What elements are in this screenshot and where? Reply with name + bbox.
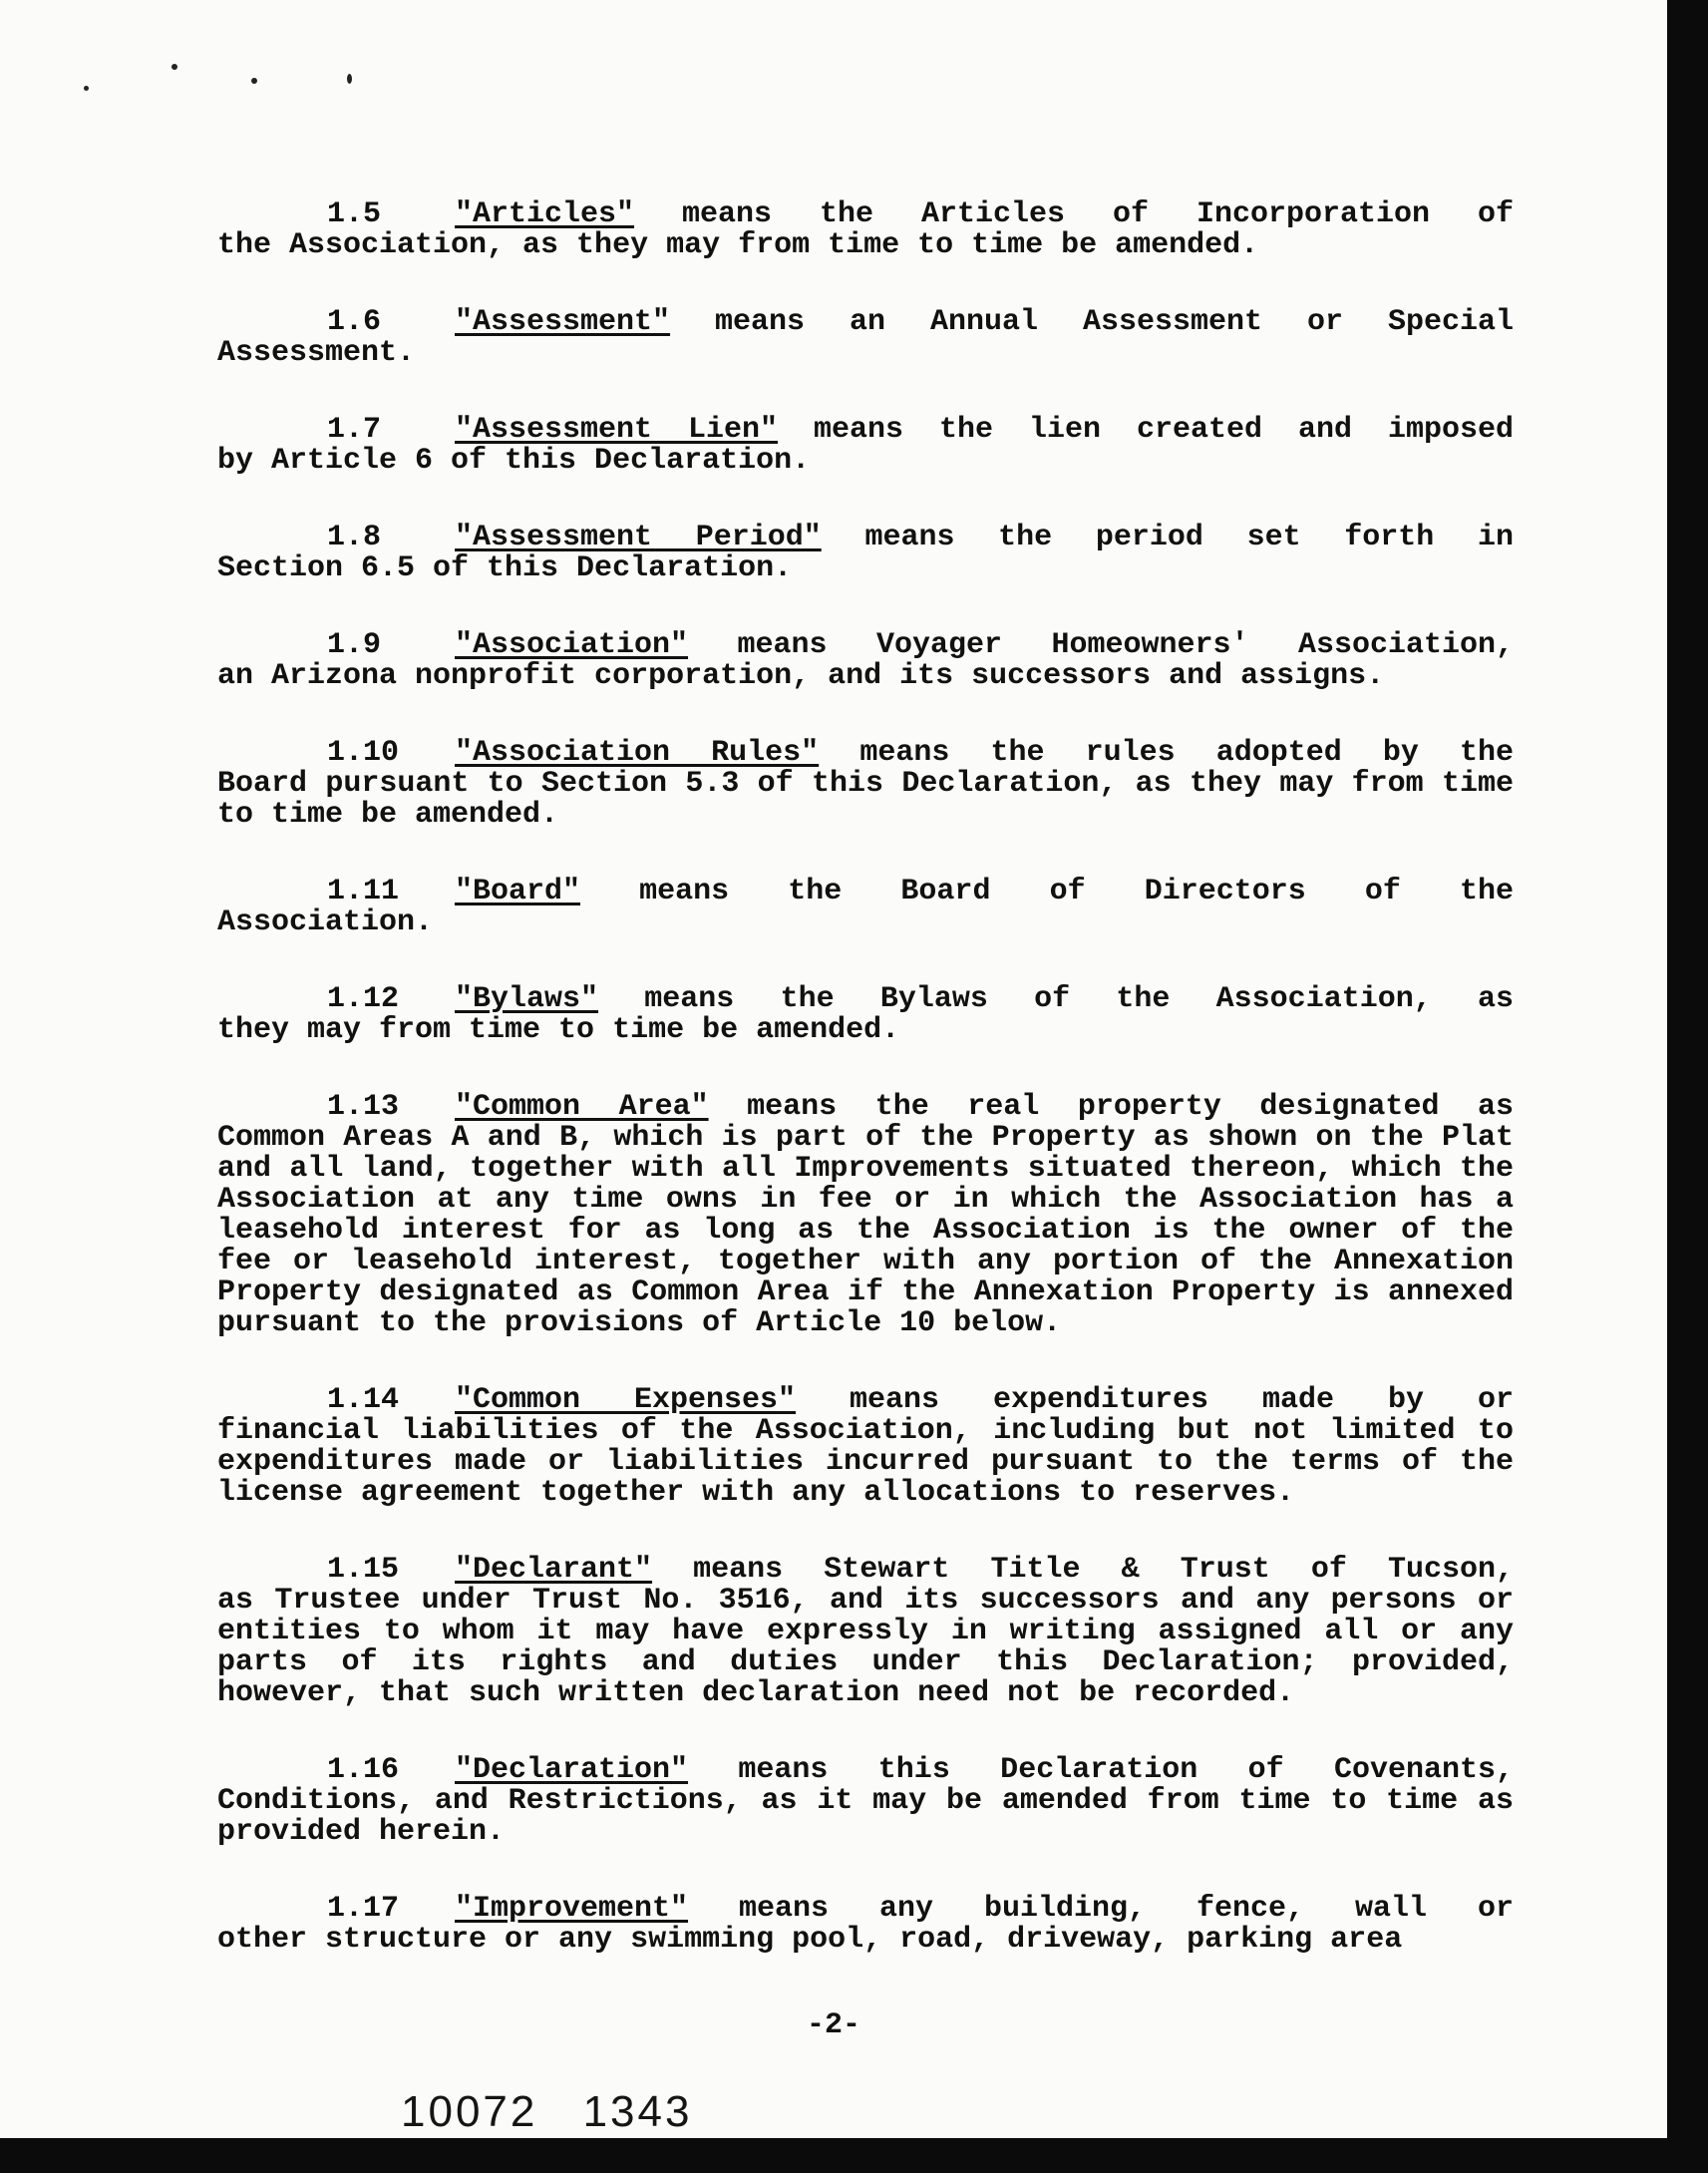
definition-paragraph [217, 1385, 1514, 1509]
definition-paragraph [217, 1092, 1514, 1339]
definition-term: "Assessment Period" [455, 521, 822, 554]
definition-body-text: other structure or any swimming pool, road, driveway, parking area [217, 1923, 1403, 1957]
definition-number: 1.17 [327, 1892, 400, 1926]
definition-number: 1.6 [327, 305, 382, 339]
definition-first-line [217, 738, 1514, 769]
definition-first-line [217, 1385, 1514, 1416]
definitions-section [217, 199, 1514, 2001]
definition-paragraph [217, 738, 1514, 831]
definition-first-line [217, 877, 1514, 907]
definition-paragraph [217, 523, 1514, 584]
scan-speck [251, 78, 257, 84]
definition-body-text: Board pursuant to Section 5.3 of this Declaration, as they may from time to time be amended. [217, 767, 1514, 832]
definition-body-text: Common Areas A and B, which is part of the Property as shown on the Plat and all land, together with all Improvements situated thereon, which the Association at any time owns in fee or in which the Association has a leasehold interest for as long as the Association is the owner of the fee or leasehold interest, together with any portion of the Annexation Property designated as Common Area if the Annexation Property is annexed pursuant to the provisions of Article 10 below. [217, 1121, 1514, 1340]
definition-first-line [217, 199, 1514, 230]
definition-lead-text: means the rules adopted by the [859, 736, 1514, 770]
scan-speck [171, 64, 177, 70]
docket-number: 10072 1343 [401, 2087, 693, 2136]
definition-number: 1.13 [327, 1090, 400, 1124]
definition-lead-text: means this Declaration of Covenants, [738, 1753, 1514, 1787]
definition-first-line [217, 984, 1514, 1015]
definition-lead-text: means the Articles of Incorporation of [682, 197, 1514, 231]
definition-number: 1.8 [327, 521, 382, 554]
definition-body-text: Section 6.5 of this Declaration. [217, 551, 793, 585]
definition-body-text: Association. [217, 905, 434, 939]
definition-body-text: they may from time to time be amended. [217, 1013, 900, 1047]
definition-first-line [217, 1894, 1514, 1925]
definition-paragraph [217, 307, 1514, 369]
definition-lead-text: means an Annual Assessment or Special [715, 305, 1514, 339]
definition-number: 1.11 [327, 875, 400, 908]
definition-number: 1.16 [327, 1753, 400, 1787]
definition-number: 1.14 [327, 1383, 400, 1417]
definition-lead-text: means Stewart Title & Trust of Tucson, [693, 1553, 1514, 1587]
definition-paragraph [217, 877, 1514, 938]
definition-body-text: an Arizona nonprofit corporation, and its successors and assigns. [217, 659, 1385, 693]
definition-number: 1.5 [327, 197, 382, 231]
definition-number: 1.9 [327, 628, 382, 662]
definition-term: "Board" [455, 875, 581, 908]
definition-body-text: by Article 6 of this Declaration. [217, 444, 811, 478]
definition-lead-text: means the real property designated as [747, 1090, 1514, 1124]
scan-speck [347, 74, 352, 84]
definition-lead-text: means the lien created and imposed [814, 413, 1514, 447]
definition-term: "Assessment Lien" [455, 413, 779, 447]
definition-first-line [217, 1555, 1514, 1586]
scan-border-right [1667, 0, 1708, 2173]
definition-term: "Bylaws" [455, 982, 599, 1016]
scan-speck [84, 86, 89, 91]
definition-first-line [217, 523, 1514, 553]
definition-lead-text: means the Board of Directors of the [639, 875, 1514, 908]
definition-term: "Common Area" [455, 1090, 709, 1124]
definition-body-text: Conditions, and Restrictions, as it may be amended from time to time as provided herein. [217, 1784, 1514, 1849]
definition-lead-text: means the period set forth in [864, 521, 1514, 554]
definition-first-line [217, 630, 1514, 661]
definition-first-line [217, 307, 1514, 338]
definition-body-text: the Association, as they may from time to time be amended. [217, 228, 1259, 262]
definition-number: 1.7 [327, 413, 382, 447]
definition-paragraph [217, 1894, 1514, 1956]
definition-paragraph [217, 415, 1514, 477]
scan-border-bottom [0, 2138, 1708, 2173]
definition-first-line [217, 1092, 1514, 1123]
definition-body-text: financial liabilities of the Association, including but not limited to expenditures made or liabilities incurred pursuant to the terms of the license agreement together with any allocations to reserves. [217, 1414, 1514, 1510]
definition-number: 1.12 [327, 982, 400, 1016]
definition-term: "Association Rules" [455, 736, 820, 770]
definition-number: 1.15 [327, 1553, 400, 1587]
definition-term: "Declaration" [455, 1753, 689, 1787]
definition-paragraph [217, 630, 1514, 692]
definition-term: "Declarant" [455, 1553, 653, 1587]
definition-first-line [217, 1755, 1514, 1786]
definition-term: "Articles" [455, 197, 635, 231]
definition-paragraph [217, 1755, 1514, 1848]
page-number: -2- [806, 2008, 860, 2042]
definition-lead-text: means the Bylaws of the Association, as [644, 982, 1514, 1016]
definition-lead-text: means expenditures made by or [850, 1383, 1514, 1417]
definition-first-line [217, 415, 1514, 446]
definition-lead-text: means any building, fence, wall or [739, 1892, 1514, 1926]
definition-body-text: as Trustee under Trust No. 3516, and its successors and any persons or entities to whom it may have expressly in writing assigned all or any parts of its rights and duties under this Declaration; provided, however, that such written declaration need not be recorded. [217, 1584, 1514, 1710]
definition-lead-text: means Voyager Homeowners' Association, [737, 628, 1514, 662]
definition-term: "Assessment" [455, 305, 671, 339]
definition-body-text: Assessment. [217, 336, 416, 370]
definition-term: "Common Expenses" [455, 1383, 797, 1417]
definition-term: "Association" [455, 628, 689, 662]
definition-number: 1.10 [327, 736, 400, 770]
definition-paragraph [217, 1555, 1514, 1709]
definition-paragraph [217, 199, 1514, 261]
definition-term: "Improvement" [455, 1892, 689, 1926]
definition-paragraph [217, 984, 1514, 1046]
